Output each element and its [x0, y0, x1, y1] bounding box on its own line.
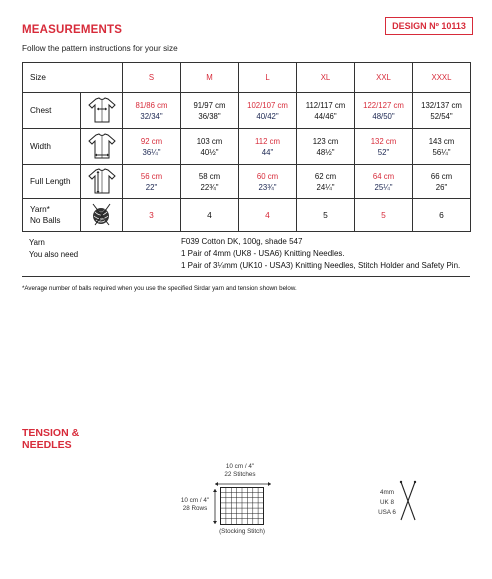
also-need-label: You also need: [29, 250, 79, 259]
width-value-l: 112 cm 44": [239, 129, 297, 165]
balls-value-m: 4: [181, 199, 239, 232]
balls-value-xl: 5: [297, 199, 355, 232]
width-value-xxxl: 143 cm 56¼": [413, 129, 471, 165]
sweater-length-icon: [81, 165, 123, 199]
sweater-width-icon: [81, 129, 123, 165]
chest-label: Chest: [23, 93, 81, 129]
page-title: MEASUREMENTS: [22, 24, 123, 36]
yarn-balls-label: Yarn* No Balls: [23, 199, 81, 232]
width-value-xxl: 132 cm 52": [355, 129, 413, 165]
tension-stitch-label: (Stocking Stitch): [219, 528, 265, 535]
length-value-xxl: 64 cm 25¼": [355, 165, 413, 199]
balls-value-l: 4: [239, 199, 297, 232]
width-row: [23, 129, 471, 165]
width-value-m: 103 cm 40½": [181, 129, 239, 165]
knitting-needles-icon: [398, 480, 418, 522]
yarn-requirements: [22, 236, 470, 277]
length-value-s: 56 cm 22": [123, 165, 181, 199]
yarn-label: Yarn: [29, 238, 45, 247]
chest-value-l: 102/107 cm 40/42": [239, 93, 297, 129]
size-header: XXL: [355, 63, 413, 93]
yarn-value: F039 Cotton DK, 100g, shade 547: [181, 237, 303, 246]
needles-line-2: 1 Pair of 3¼mm (UK10 - USA3) Knitting Needles, Stitch Holder and Safety Pin.: [181, 261, 461, 270]
size-header: L: [239, 63, 297, 93]
yarn-ball-icon: [81, 199, 123, 232]
length-value-m: 58 cm 22¾": [181, 165, 239, 199]
length-value-xl: 62 cm 24¼": [297, 165, 355, 199]
balls-value-xxxl: 6: [413, 199, 471, 232]
needle-size-label: 4mm UK 8 USA 6: [378, 489, 396, 516]
width-value-xl: 123 cm 48½": [297, 129, 355, 165]
width-label: Width: [23, 129, 81, 165]
length-row: [23, 165, 471, 199]
sweater-chest-icon: [81, 93, 123, 129]
balls-value-xxl: 5: [355, 199, 413, 232]
size-header: XXXL: [413, 63, 471, 93]
tension-top-label: 10 cm / 4" 22 Stitches: [224, 463, 256, 478]
balls-value-s: 3: [123, 199, 181, 232]
balls-row: [23, 199, 471, 232]
design-number-badge: DESIGN Nº 10113: [385, 17, 473, 35]
chest-row: [23, 93, 471, 129]
tension-title: TENSION & NEEDLES: [22, 427, 80, 451]
measurements-table: [22, 62, 471, 232]
tension-swatch-grid-icon: [220, 487, 264, 525]
needles-line-1: 1 Pair of 4mm (UK8 - USA6) Knitting Needles.: [181, 249, 345, 258]
instructions-subtitle: Follow the pattern instructions for your size: [22, 44, 178, 53]
chest-value-m: 91/97 cm 36/38": [181, 93, 239, 129]
length-label: Full Length: [23, 165, 81, 199]
chest-value-xl: 112/117 cm 44/46": [297, 93, 355, 129]
tension-side-label: 10 cm / 4" 28 Rows: [180, 497, 210, 512]
chest-value-xxl: 122/127 cm 48/50": [355, 93, 413, 129]
size-row: [23, 63, 471, 93]
chest-value-s: 81/86 cm 32/34": [123, 93, 181, 129]
chest-value-xxxl: 132/137 cm 52/54": [413, 93, 471, 129]
size-header: M: [181, 63, 239, 93]
size-header: S: [123, 63, 181, 93]
footnote: *Average number of balls required when you use the specified Sirdar yarn and tension shown below.: [22, 285, 297, 292]
length-value-l: 60 cm 23¾": [239, 165, 297, 199]
width-value-s: 92 cm 36¼": [123, 129, 181, 165]
size-label: Size: [23, 63, 123, 93]
length-value-xxxl: 66 cm 26": [413, 165, 471, 199]
size-header: XL: [297, 63, 355, 93]
